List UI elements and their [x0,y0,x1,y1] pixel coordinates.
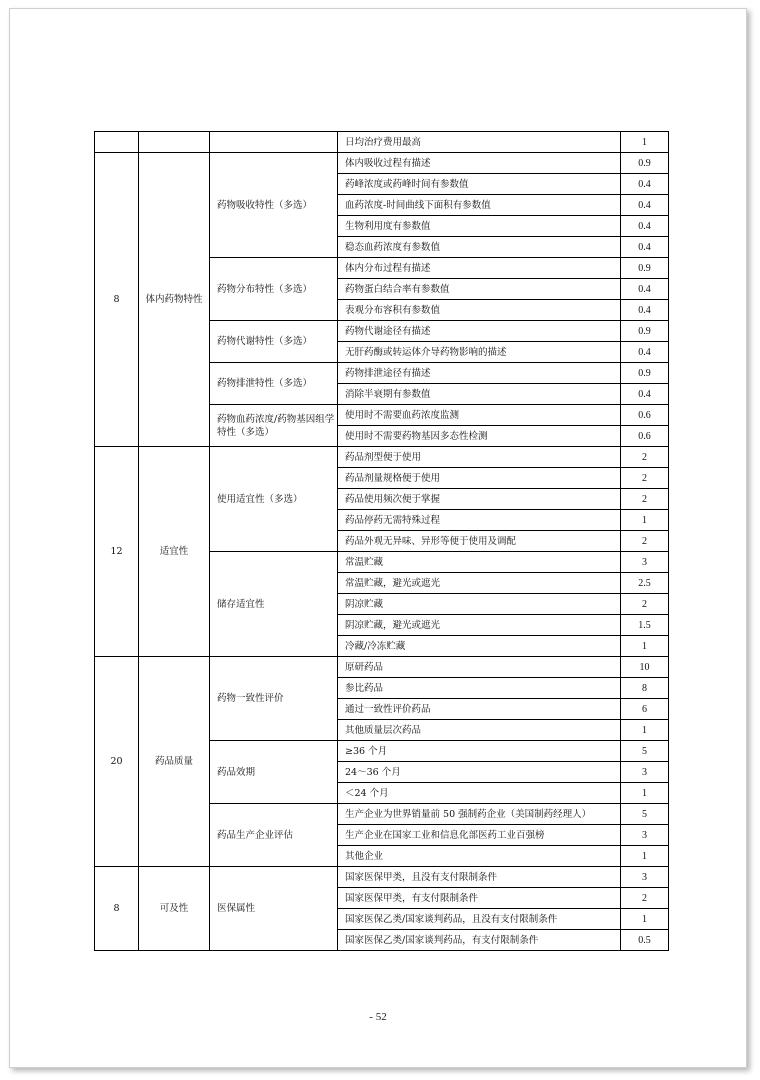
item-cell: 无肝药酶或转运体介导药物影响的描述 [338,342,621,363]
score-cell: 2 [621,447,669,468]
category-cell: 体内药物特性 [139,153,210,447]
item-cell: 通过一致性评价药品 [338,699,621,720]
item-cell: 药品剂型便于使用 [338,447,621,468]
subcategory-cell: 药品生产企业评估 [210,804,338,867]
table-row [95,657,669,678]
item-cell: 生产企业为世界销量前 50 强制药企业（美国制药经理人） [338,804,621,825]
score-cell: 0.5 [621,930,669,951]
weight-cell: 20 [95,657,139,867]
evaluation-score-table [94,131,669,951]
subcategory-cell [210,132,338,153]
score-cell: 0.9 [621,363,669,384]
page-number: - 52 [369,1011,387,1023]
item-cell: 其他质量层次药品 [338,720,621,741]
score-cell: 8 [621,678,669,699]
score-cell: 0.4 [621,342,669,363]
item-cell: 药品剂量规格便于使用 [338,468,621,489]
score-cell: 0.4 [621,384,669,405]
weight-cell: 12 [95,447,139,657]
score-cell: 1.5 [621,615,669,636]
table-row [95,132,669,153]
item-cell: 阴凉贮藏，避光或遮光 [338,615,621,636]
subcategory-cell: 医保属性 [210,867,338,951]
item-cell: 生产企业在国家工业和信息化部医药工业百强榜 [338,825,621,846]
item-cell: 24～36 个月 [338,762,621,783]
score-cell: 0.9 [621,258,669,279]
score-cell: 0.6 [621,426,669,447]
item-cell: 其他企业 [338,846,621,867]
item-cell: 国家医保甲类，且没有支付限制条件 [338,867,621,888]
item-cell: ＜24 个月 [338,783,621,804]
score-cell: 3 [621,552,669,573]
score-cell: 3 [621,867,669,888]
score-cell: 1 [621,510,669,531]
item-cell: 药物代谢途径有描述 [338,321,621,342]
score-cell: 2 [621,489,669,510]
item-cell: 使用时不需要药物基因多态性检测 [338,426,621,447]
score-cell: 3 [621,762,669,783]
category-cell: 药品质量 [139,657,210,867]
score-cell: 0.4 [621,195,669,216]
item-cell: 体内分布过程有描述 [338,258,621,279]
score-cell: 1 [621,846,669,867]
item-cell: 冷藏/冷冻贮藏 [338,636,621,657]
item-cell: 国家医保乙类/国家谈判药品，有支付限制条件 [338,930,621,951]
item-cell: 药物蛋白结合率有参数值 [338,279,621,300]
item-cell: 原研药品 [338,657,621,678]
item-cell: 消除半衰期有参数值 [338,384,621,405]
item-cell: 表观分布容积有参数值 [338,300,621,321]
score-cell: 3 [621,825,669,846]
score-cell: 2 [621,888,669,909]
item-cell: 国家医保乙类/国家谈判药品，且没有支付限制条件 [338,909,621,930]
score-cell: 0.4 [621,237,669,258]
item-cell: 常温贮藏 [338,552,621,573]
item-cell: 稳态血药浓度有参数值 [338,237,621,258]
category-cell [139,132,210,153]
item-cell: 日均治疗费用最高 [338,132,621,153]
table-row [95,153,669,174]
score-cell: 2 [621,531,669,552]
subcategory-cell: 药物一致性评价 [210,657,338,741]
item-cell: 参比药品 [338,678,621,699]
score-cell: 0.4 [621,216,669,237]
score-cell: 0.4 [621,279,669,300]
item-cell: 药品停药无需特殊过程 [338,510,621,531]
subcategory-cell: 药物分布特性（多选） [210,258,338,321]
score-cell: 2 [621,594,669,615]
score-cell: 1 [621,909,669,930]
item-cell: 药峰浓度或药峰时间有参数值 [338,174,621,195]
category-cell: 可及性 [139,867,210,951]
subcategory-cell: 药物吸收特性（多选） [210,153,338,258]
subcategory-cell: 药物代谢特性（多选） [210,321,338,363]
subcategory-cell: 药品效期 [210,741,338,804]
score-cell: 6 [621,699,669,720]
subcategory-cell: 药物血药浓度/药物基因组学特性（多选） [210,405,338,447]
score-cell: 0.6 [621,405,669,426]
score-cell: 0.9 [621,153,669,174]
subcategory-cell: 储存适宜性 [210,552,338,657]
weight-cell [95,132,139,153]
item-cell: 阴凉贮藏 [338,594,621,615]
score-cell: 10 [621,657,669,678]
score-cell: 5 [621,804,669,825]
table-body [95,132,669,951]
item-cell: 使用时不需要血药浓度监测 [338,405,621,426]
item-cell: 血药浓度-时间曲线下面积有参数值 [338,195,621,216]
item-cell: 国家医保甲类，有支付限制条件 [338,888,621,909]
item-cell: 药物排泄途径有描述 [338,363,621,384]
item-cell: 药品外观无异味、异形等便于使用及调配 [338,531,621,552]
table-row [95,867,669,888]
score-cell: 5 [621,741,669,762]
score-cell: 2.5 [621,573,669,594]
item-cell: 常温贮藏，避光或遮光 [338,573,621,594]
document-page [9,8,747,1068]
score-cell: 1 [621,132,669,153]
score-cell: 1 [621,636,669,657]
subcategory-cell: 药物排泄特性（多选） [210,363,338,405]
item-cell: 生物利用度有参数值 [338,216,621,237]
category-cell: 适宜性 [139,447,210,657]
score-cell: 0.4 [621,174,669,195]
weight-cell: 8 [95,867,139,951]
item-cell: 体内吸收过程有描述 [338,153,621,174]
table-row [95,447,669,468]
score-cell: 1 [621,783,669,804]
subcategory-cell: 使用适宜性（多选） [210,447,338,552]
score-cell: 2 [621,468,669,489]
item-cell: ≥36 个月 [338,741,621,762]
score-cell: 0.9 [621,321,669,342]
item-cell: 药品使用频次便于掌握 [338,489,621,510]
score-cell: 0.4 [621,300,669,321]
score-cell: 1 [621,720,669,741]
weight-cell: 8 [95,153,139,447]
